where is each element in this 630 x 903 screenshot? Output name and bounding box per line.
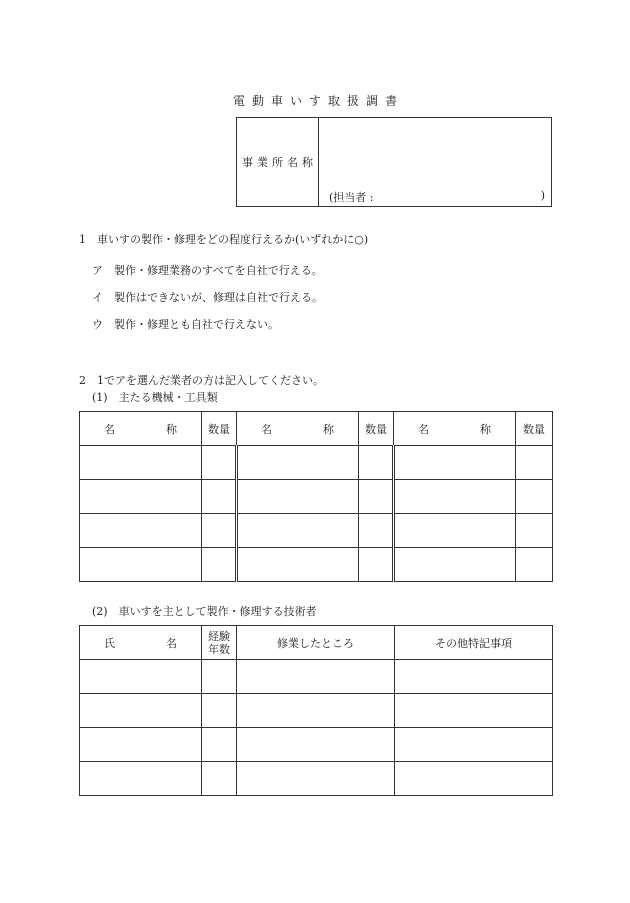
section-2-label: (2) 車いすを主として製作・修理する技術者 xyxy=(92,605,317,618)
table-row xyxy=(80,548,553,582)
machinery-table xyxy=(79,411,553,582)
question-2-heading: 2 1でアを選んだ業者の方は記入してください。 xyxy=(79,374,324,387)
machinery-table-header xyxy=(80,412,553,446)
office-name-label: 事業所名称 xyxy=(237,118,319,206)
col-qty-1: 数量 xyxy=(202,412,237,446)
office-name-box xyxy=(236,117,552,207)
table-row xyxy=(80,514,553,548)
col-name-3: 名 称 xyxy=(394,412,516,446)
technician-table xyxy=(79,625,553,796)
col-name-1: 名 称 xyxy=(80,412,202,446)
document-title: 電動車いす取扱調書 xyxy=(232,94,404,108)
contact-person-field[interactable] xyxy=(329,189,545,205)
col-qty-2: 数量 xyxy=(359,412,394,446)
technician-table-header xyxy=(80,626,553,660)
contact-person-close: ) xyxy=(540,189,545,202)
table-row xyxy=(80,446,553,480)
table-row xyxy=(80,762,553,796)
table-row xyxy=(80,694,553,728)
table-row xyxy=(80,728,553,762)
col-person-name: 氏 名 xyxy=(80,626,202,660)
col-training-place: 修業したところ xyxy=(237,626,395,660)
col-experience-years: 経験 年数 xyxy=(202,626,237,660)
col-qty-3: 数量 xyxy=(516,412,553,446)
col-other-notes: その他特記事項 xyxy=(395,626,553,660)
question-1-option-a[interactable]: ア 製作・修理業務のすべてを自社で行える。 xyxy=(92,264,323,277)
contact-person-open: (担当者 : xyxy=(329,191,374,204)
question-1-option-i[interactable]: イ 製作はできないが、修理は自社で行える。 xyxy=(92,291,323,304)
question-1-option-u[interactable]: ウ 製作・修理とも自社で行えない。 xyxy=(92,318,279,331)
question-1-heading: 1 車いすの製作・修理をどの程度行えるか(いずれかに○) xyxy=(79,233,369,246)
table-row xyxy=(80,660,553,694)
table-row xyxy=(80,480,553,514)
section-1-label: (1) 主たる機械・工具類 xyxy=(92,391,218,404)
col-name-2: 名 称 xyxy=(237,412,359,446)
